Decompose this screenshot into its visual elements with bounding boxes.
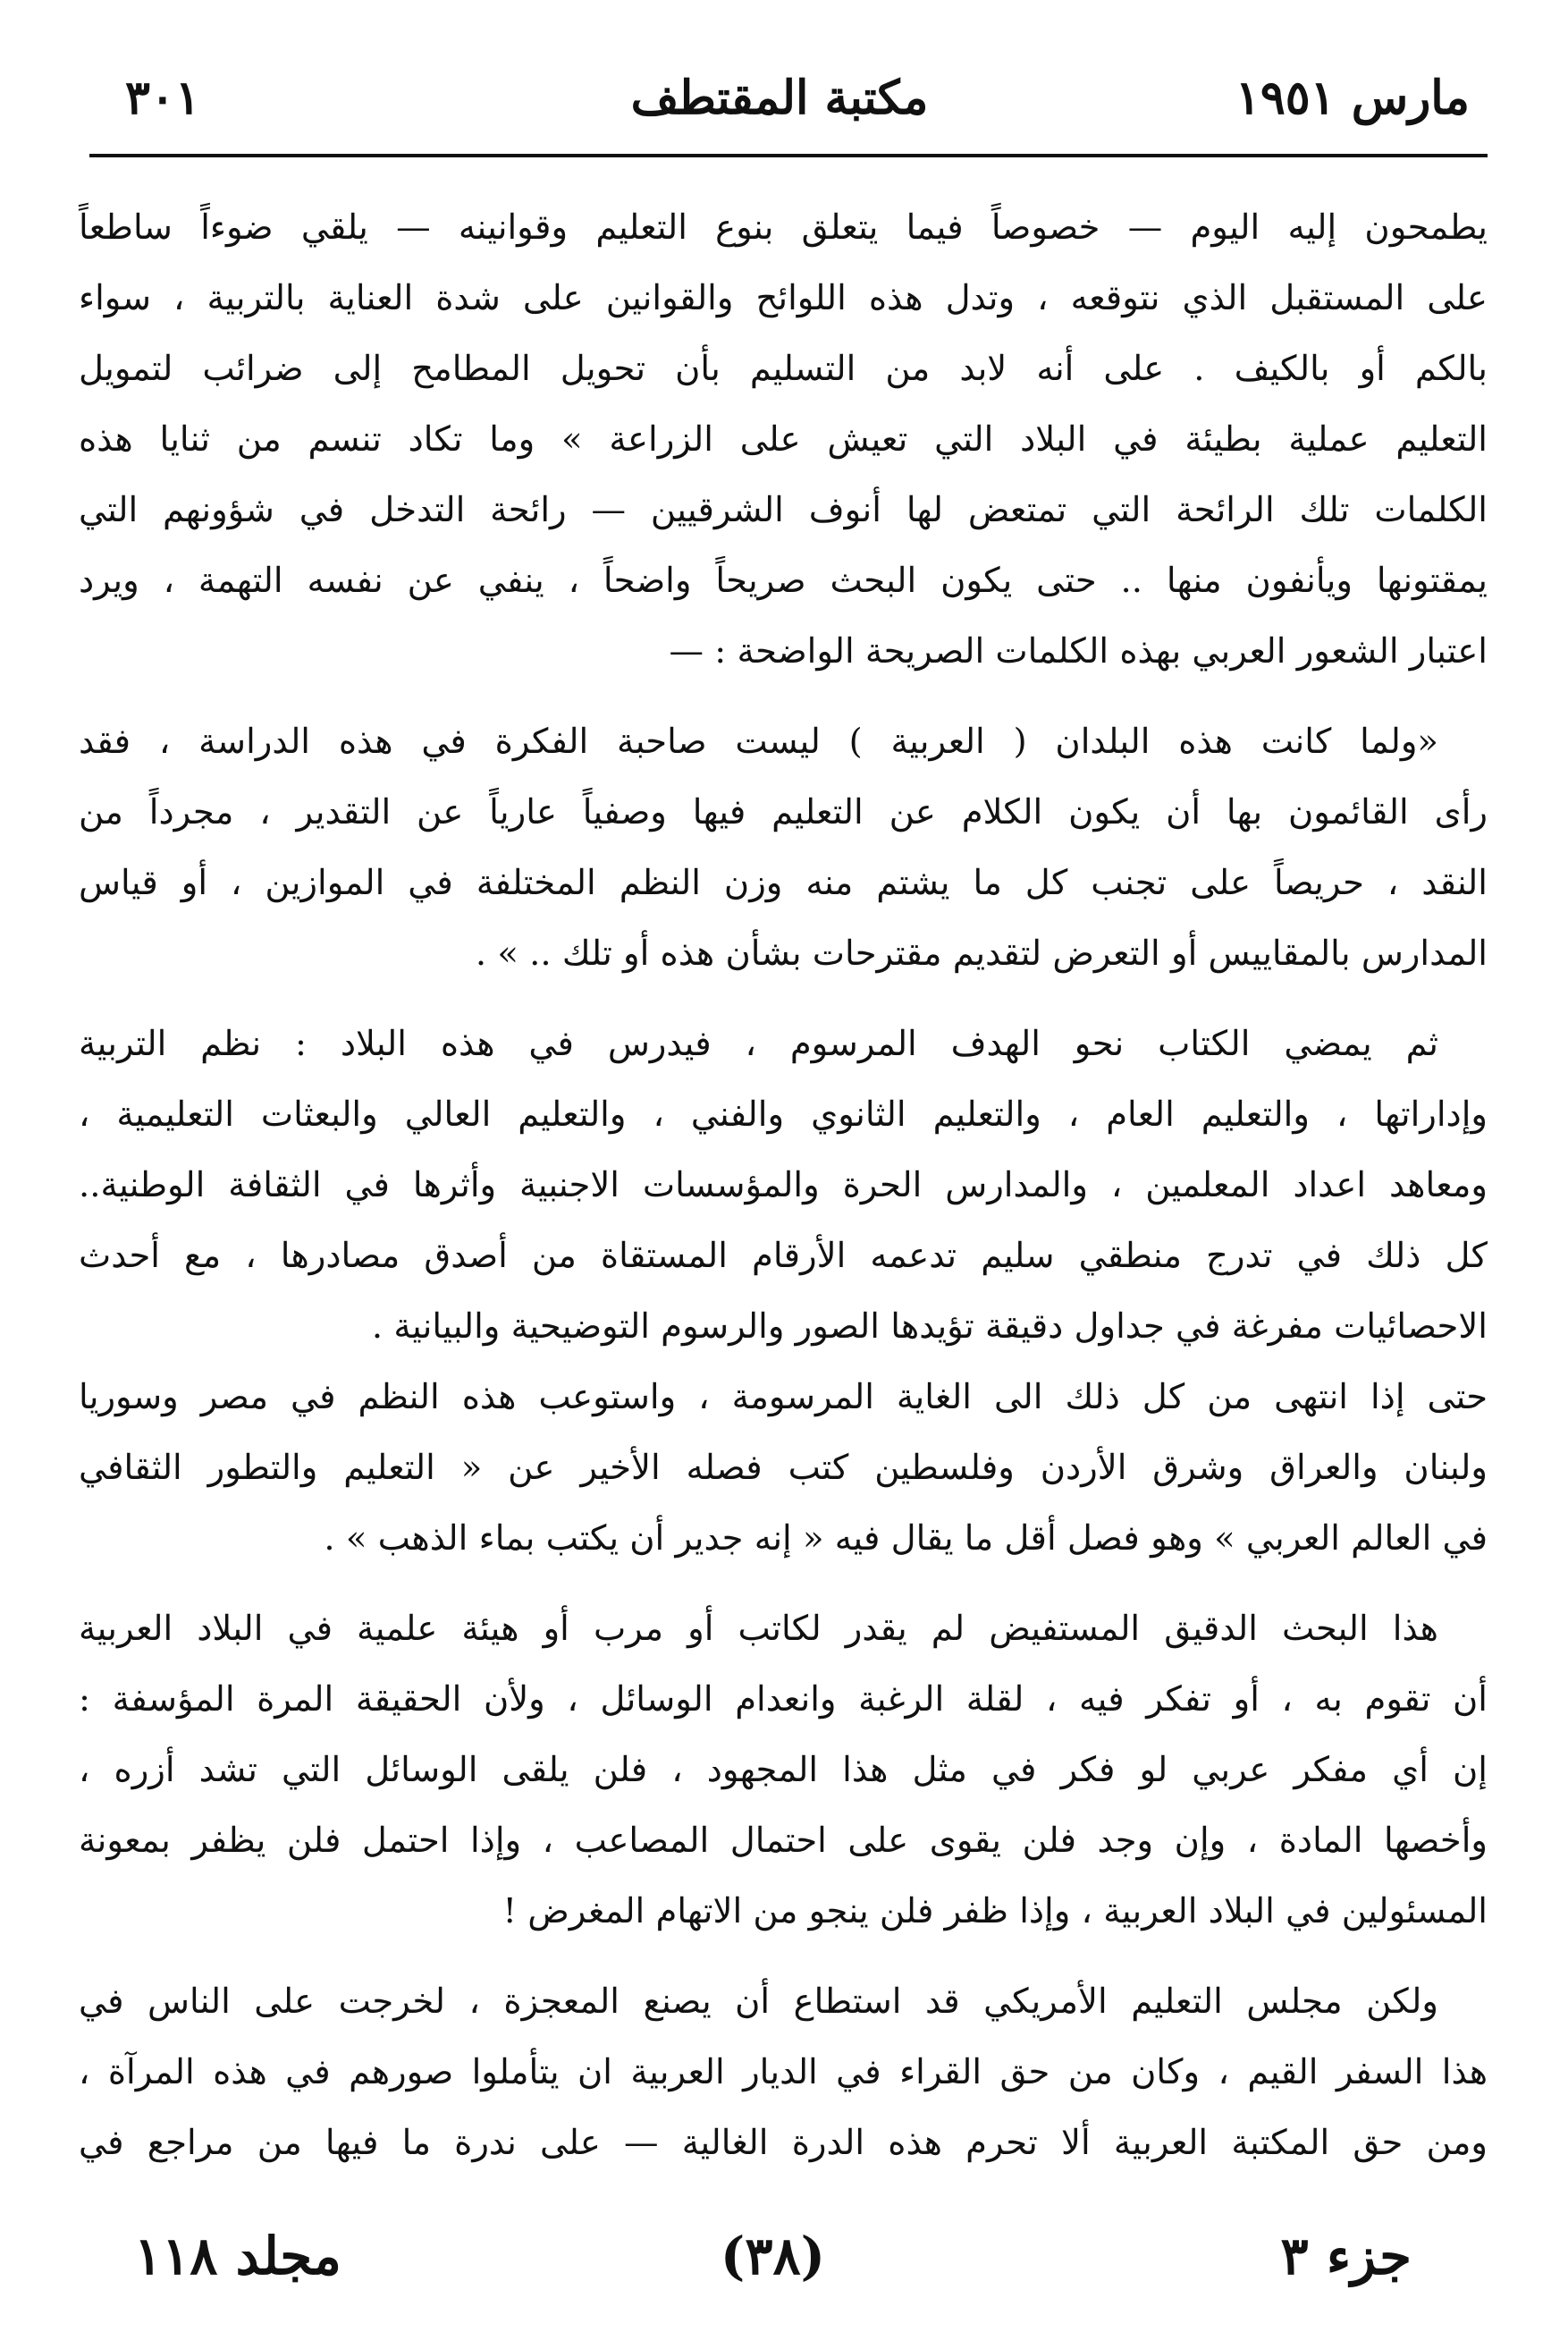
header-page-number: ٣٠١ (125, 71, 200, 125)
text-line: يطمحون إليه اليوم — خصوصاً فيما يتعلق بنوع التعليم وقوانينه — يلقي ضوءاً ساطعاً (79, 207, 1488, 248)
header-rule (89, 154, 1488, 157)
text-line: المسئولين في البلاد العربية ، وإذا ظفر فلن ينجو من الاتهام المغرض ! (502, 1891, 1488, 1931)
paragraph-3 (79, 1009, 1488, 1574)
page-header (89, 63, 1470, 134)
text-line: هذا البحث الدقيق المستفيض لم يقدر لكاتب أو مرب أو هيئة علمية في البلاد العربية (79, 1609, 1438, 1649)
footer-page-in-part: (٣٨) (720, 2226, 826, 2286)
text-line: ومعاهد اعداد المعلمين ، والمدارس الحرة والمؤسسات الاجنبية وأثرها في الثقافة الوطنية.. (79, 1165, 1488, 1205)
header-date: مارس ١٩٥١ (1235, 71, 1470, 125)
text-line: بالكم أو بالكيف . على أنه لابد من التسليم بأن تحويل المطامح إلى ضرائب لتمويل (79, 349, 1488, 389)
text-line: «ولما كانت هذه البلدان ( العربية ) ليست صاحبة الفكرة في هذه الدراسة ، فقد (79, 722, 1438, 762)
text-line: على المستقبل الذي نتوقعه ، وتدل هذه اللوائح والقوانين على شدة العناية بالتربية ، سواء (79, 278, 1488, 318)
text-line: إن أي مفكر عربي لو فكر في مثل هذا المجهود ، فلن يلقى الوسائل التي تشد أزره ، (79, 1750, 1488, 1790)
text-line: الكلمات تلك الرائحة التي تمتعض لها أنوف الشرقيين — رائحة التدخل في شؤونهم التي (79, 490, 1488, 530)
text-line: ومن حق المكتبة العربية ألا تحرم هذه الدرة الغالية — على ندرة ما فيها من مراجع في (79, 2123, 1488, 2163)
text-line: يمقتونها ويأنفون منها .. حتى يكون البحث صريحاً واضحاً ، ينفي عن نفسه التهمة ، ويرد (79, 561, 1488, 601)
paragraph-5 (79, 1966, 1488, 2178)
text-line: ثم يمضي الكتاب نحو الهدف المرسوم ، فيدرس في هذه البلاد : نظم التربية (79, 1024, 1438, 1064)
page-footer (134, 2216, 1412, 2296)
header-title: مكتبة المقتطف (630, 71, 929, 125)
text-line: اعتبار الشعور العربي بهذه الكلمات الصريحة الواضحة : — (669, 631, 1488, 672)
footer-part: جزء ٣ (1280, 2226, 1412, 2286)
text-line: ولبنان والعراق وشرق الأردن وفلسطين كتب فصله الأخير عن « التعليم والتطور الثقافي (79, 1448, 1488, 1488)
paragraph-4 (79, 1593, 1488, 1947)
paragraph-2 (79, 706, 1488, 989)
text-line: وأخصها المادة ، وإن وجد فلن يقوى على احتمال المصاعب ، وإذا احتمل فلن يظفر بمعونة (79, 1821, 1488, 1861)
text-line: المدارس بالمقاييس أو التعرض لتقديم مقترحات بشأن هذه أو تلك .. » . (475, 934, 1488, 974)
text-line: أن تقوم به ، أو تفكر فيه ، لقلة الرغبة وانعدام الوسائل ، ولأن الحقيقة المرة المؤسفة : (79, 1679, 1488, 1720)
paragraph-1 (79, 192, 1488, 687)
text-line: حتى إذا انتهى من كل ذلك الى الغاية المرسومة ، واستوعب هذه النظم في مصر وسوريا (79, 1377, 1488, 1417)
text-line: وإداراتها ، والتعليم العام ، والتعليم الثانوي والفني ، والتعليم العالي والبعثات التعليمية ، (79, 1094, 1488, 1135)
text-line: التعليم عملية بطيئة في البلاد التي تعيش على الزراعة » وما تكاد تنسم من ثنايا هذه (79, 419, 1488, 460)
footer-volume: مجلد ١١٨ (134, 2226, 341, 2286)
text-line: رأى القائمون بها أن يكون الكلام عن التعليم فيها وصفياً عارياً عن التقدير ، مجرداً من (79, 792, 1488, 832)
text-line: النقد ، حريصاً على تجنب كل ما يشتم منه وزن النظم المختلفة في الموازين ، أو قياس (79, 863, 1488, 903)
text-line: في العالم العربي » وهو فصل أقل ما يقال فيه « إنه جدير أن يكتب بماء الذهب » . (324, 1518, 1488, 1559)
text-line: الاحصائيات مفرغة في جداول دقيقة تؤيدها الصور والرسوم التوضيحية والبيانية . (371, 1306, 1488, 1347)
text-line: هذا السفر القيم ، وكان من حق القراء في الديار العربية ان يتأملوا صورهم في هذه المرآة ، (79, 2052, 1488, 2092)
text-line: كل ذلك في تدرج منطقي سليم تدعمه الأرقام المستقاة من أصدق مصادرها ، مع أحدث (79, 1236, 1488, 1276)
page-body (79, 192, 1488, 2198)
text-line: ولكن مجلس التعليم الأمريكي قد استطاع أن يصنع المعجزة ، لخرجت على الناس في (79, 1981, 1438, 2022)
